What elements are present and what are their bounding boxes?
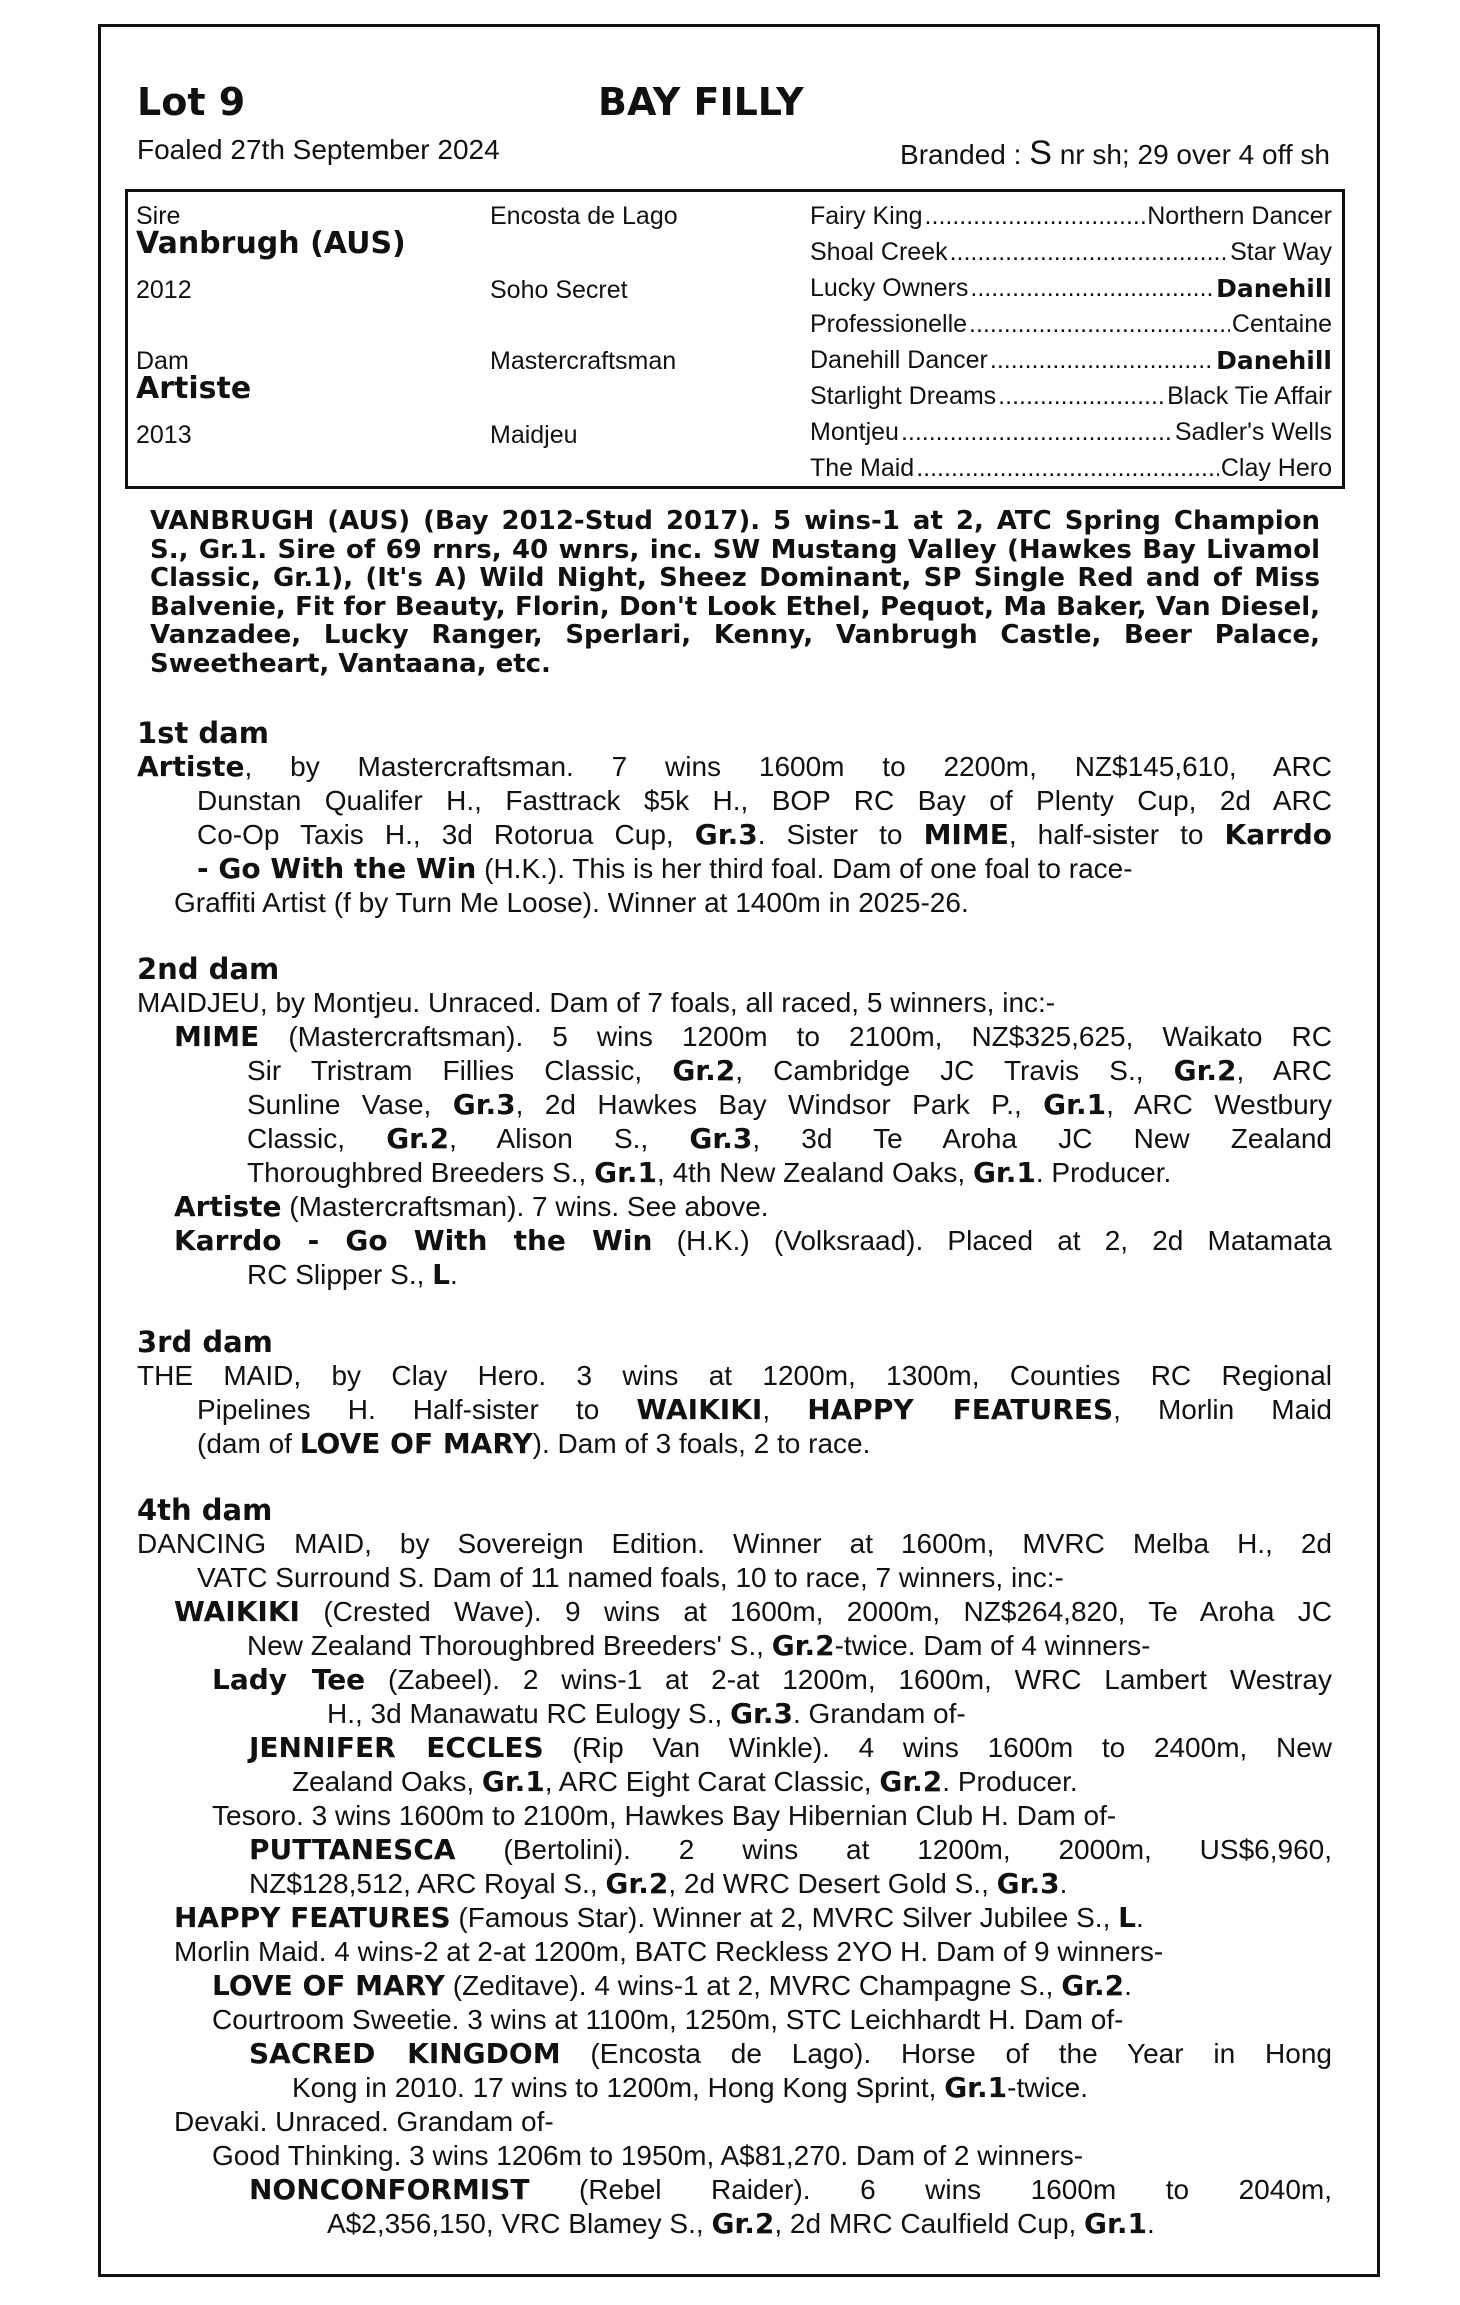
horse-name: WAIKIKI — [174, 1595, 300, 1628]
text-line — [137, 1088, 1332, 1122]
horse-name: WAIKIKI — [636, 1393, 763, 1426]
text: (dam of — [197, 1428, 300, 1459]
ancestor: The Maid — [810, 454, 915, 482]
text-line — [137, 1765, 1332, 1799]
text: (Crested Wave). 9 wins at 1600m, 2000m, NZ$264,820, Te Aroha JC — [299, 1596, 1332, 1627]
race-grade: Gr.1 — [1084, 2207, 1147, 2240]
horse-name: - Go With the Win — [197, 852, 477, 885]
brand-mark: S — [1029, 134, 1052, 172]
text: NZ$128,512, ARC Royal S., — [249, 1868, 606, 1899]
text: RC Slipper S., — [247, 1259, 433, 1290]
leader-dots — [950, 238, 1229, 267]
race-grade: Gr.2 — [672, 1054, 736, 1087]
text: , 3d Te Aroha JC New Zealand — [752, 1123, 1332, 1154]
text-line: Morlin Maid. 4 wins-2 at 2-at 1200m, BATC Reckless 2YO H. Dam of 9 winners- — [174, 1936, 1164, 1967]
text: A$2,356,150, VRC Blamey S., — [327, 2208, 712, 2239]
race-grade: Gr.3 — [694, 818, 758, 851]
text: Kong in 2010. 17 wins to 1200m, Hong Kong Sprint, — [292, 2072, 945, 2103]
sire-dam: Soho Secret — [490, 276, 628, 304]
race-grade: Gr.1 — [481, 1765, 545, 1798]
text-line — [137, 1054, 1332, 1088]
race-grade: Gr.3 — [730, 1697, 793, 1730]
ancestor-sire: Black Tie Affair — [1167, 382, 1332, 410]
text-line: Pipelines H. Half-sister to WAIKIKI, HAPPY FEATURES, Morlin Maid — [197, 1393, 1332, 1426]
text: , 2d MRC Caulfield Cup, — [774, 2208, 1085, 2239]
text: , ARC Westbury — [1106, 1089, 1332, 1120]
horse-name: Lady Tee — [212, 1663, 366, 1696]
horse-name: Karrdo - Go With the Win — [174, 1224, 653, 1257]
ancestor-sire: Clay Hero — [1220, 454, 1332, 482]
text-line — [137, 1901, 1332, 1935]
text: Classic, — [247, 1123, 387, 1154]
sire-year: 2012 — [136, 276, 192, 304]
horse-name: HAPPY FEATURES — [807, 1393, 1114, 1426]
brand-label: Branded : — [900, 139, 1022, 170]
race-grade: Gr.3 — [996, 1867, 1060, 1900]
text-line: THE MAID, by Clay Hero. 3 wins at 1200m, 1300m, Counties RC Regional — [137, 1360, 1332, 1391]
text: , 2d WRC Desert Gold S., — [668, 1868, 997, 1899]
horse-name: NONCONFORMIST — [249, 2173, 530, 2206]
text: (Bertolini). 2 wins at 1200m, 2000m, US$6,960, — [455, 1834, 1332, 1865]
ancestor: Lucky Owners — [810, 274, 969, 302]
foaled-date: Foaled 27th September 2024 — [137, 134, 500, 165]
sire-summary: VANBRUGH (AUS) (Bay 2012-Stud 2017). 5 wins-1 at 2, ATC Spring Champion S., Gr.1. Sire of 69 rnrs, 40 wnrs, inc. SW Mustang Valley (Hawkes Bay Livamol Classic, Gr.1), (It's A) Wild Night, Sheez Dominant, SP Single Red and of Miss Balvenie, Fit for Beauty, Florin, Don't Look Ethel, Pequot, Ma Baker, Van Diesel, Vanzadee, Lucky Ranger, Sperlari, Kenny, Vanbrugh Castle, Beer Palace, Sweetheart, Vantaana, etc. — [150, 506, 1320, 679]
section-heading: 3rd dam — [137, 1325, 273, 1359]
text: Zealand Oaks, — [292, 1766, 482, 1797]
pedigree-line — [810, 310, 1332, 339]
text: . Producer. — [1035, 1157, 1172, 1188]
horse-name: JENNIFER ECCLES — [249, 1731, 544, 1764]
leader-dots — [916, 454, 1219, 483]
text: , half-sister to — [1008, 819, 1225, 850]
dam-sire: Mastercraftsman — [490, 347, 677, 375]
text: (Mastercraftsman). 5 wins 1200m to 2100m, NZ$325,625, Waikato RC — [259, 1021, 1332, 1052]
text: (Rebel Raider). 6 wins 1600m to 2040m, — [529, 2174, 1332, 2205]
horse-name: HAPPY FEATURES — [174, 1901, 451, 1934]
horse-name: LOVE OF MARY — [299, 1427, 533, 1460]
text-line — [137, 2071, 1332, 2105]
text: (Mastercraftsman). 7 wins. See above. — [281, 1191, 769, 1222]
text-line: Dunstan Qualifer H., Fasttrack $5k H., BOP RC Bay of Plenty Cup, 2d ARC — [197, 785, 1332, 816]
ancestor: Montjeu — [810, 418, 899, 446]
race-grade: L — [432, 1258, 451, 1291]
pedigree-line — [810, 454, 1332, 483]
text: Pipelines H. Half-sister to — [197, 1394, 637, 1425]
fourth-dam-section — [137, 1493, 1332, 2241]
race-grade: Gr.2 — [879, 1765, 943, 1798]
ancestor: Danehill Dancer — [810, 346, 988, 374]
text: , Morlin Maid — [1113, 1394, 1332, 1425]
leader-dots — [901, 418, 1173, 447]
pedigree-line — [810, 418, 1332, 447]
race-grade: Gr.1 — [1043, 1088, 1107, 1121]
race-grade: Gr.1 — [594, 1156, 658, 1189]
ancestor: Shoal Creek — [810, 238, 948, 266]
third-dam-section — [137, 1325, 1332, 1461]
text-line — [137, 1595, 1332, 1629]
ancestor-sire: Danehill — [1216, 346, 1332, 375]
leader-dots — [990, 346, 1214, 375]
text-line — [137, 1833, 1332, 1867]
text: . — [1124, 1970, 1132, 2001]
dam-label: Dam — [136, 347, 189, 375]
text-line — [137, 1190, 1332, 1224]
text-line — [137, 1697, 1332, 1731]
text-line — [137, 1867, 1332, 1901]
text-line: VATC Surround S. Dam of 11 named foals, 10 to race, 7 winners, inc:- — [197, 1562, 1064, 1593]
ancestor-sire: Northern Dancer — [1147, 202, 1332, 230]
dam-dam: Maidjeu — [490, 421, 578, 449]
text-line — [137, 2173, 1332, 2207]
ancestor-sire: Sadler's Wells — [1174, 418, 1332, 446]
ancestor: Starlight Dreams — [810, 382, 997, 410]
ancestor: Fairy King — [810, 202, 923, 230]
text: , by Mastercraftsman. 7 wins 1600m to 2200m, NZ$145,610, ARC — [244, 751, 1332, 782]
text-line: Good Thinking. 3 wins 1206m to 1950m, A$81,270. Dam of 2 winners- — [212, 2140, 1084, 2171]
text: . — [450, 1259, 458, 1290]
text-line: Devaki. Unraced. Grandam of- — [174, 2106, 554, 2137]
text: Co-Op Taxis H., 3d Rotorua Cup, — [197, 819, 695, 850]
section-heading: 4th dam — [137, 1493, 273, 1527]
dam-name: Artiste — [136, 371, 252, 406]
text-line — [137, 750, 1332, 784]
text: . — [1059, 1868, 1068, 1899]
text-line: Tesoro. 3 wins 1600m to 2100m, Hawkes Bay Hibernian Club H. Dam of- — [212, 1800, 1117, 1831]
text: -twice. — [1007, 2072, 1089, 2103]
text-line — [137, 1224, 1332, 1258]
text: . Producer. — [942, 1766, 1078, 1797]
text: , Cambridge JC Travis S., — [735, 1055, 1174, 1086]
text-line — [137, 852, 1332, 886]
text-line — [137, 2037, 1332, 2071]
text-line — [137, 1427, 1332, 1461]
text: New Zealand Thoroughbred Breeders' S., — [247, 1630, 772, 1661]
sire-name: Vanbrugh (AUS) — [136, 226, 406, 261]
text: , ARC Eight Carat Classic, — [544, 1766, 880, 1797]
leader-dots — [998, 382, 1165, 411]
sire-label: Sire — [136, 202, 181, 230]
race-grade: Gr.1 — [972, 1156, 1036, 1189]
race-grade: L — [1118, 1901, 1136, 1934]
text: (Rip Van Winkle). 4 wins 1600m to 2400m, New — [543, 1732, 1332, 1763]
pedigree-line — [810, 274, 1332, 303]
text-line — [137, 818, 1332, 852]
text: Sir Tristram Fillies Classic, — [247, 1055, 673, 1086]
race-grade: Gr.2 — [1173, 1054, 1237, 1087]
pedigree-line — [810, 346, 1332, 375]
second-dam-section — [137, 952, 1332, 1292]
pedigree-line — [810, 202, 1332, 231]
race-grade: Gr.2 — [1061, 1969, 1125, 2002]
leader-dots — [969, 310, 1230, 339]
horse-description: BAY FILLY — [598, 80, 804, 124]
horse-name: Artiste — [137, 750, 245, 783]
race-grade: Gr.2 — [711, 2207, 775, 2240]
pedigree-line — [810, 382, 1332, 411]
horse-name: LOVE OF MARY — [212, 1969, 445, 2002]
text-line — [137, 1258, 1332, 1292]
text-line — [137, 2207, 1332, 2241]
first-dam-section — [137, 716, 1332, 920]
text: ). Dam of 3 foals, 2 to race. — [532, 1428, 871, 1459]
horse-name: SACRED KINGDOM — [249, 2037, 561, 2070]
horse-name: Karrdo — [1224, 818, 1332, 851]
text: , 4th New Zealand Oaks, — [657, 1157, 973, 1188]
text: , 2d Hawkes Bay Windsor Park P., — [515, 1089, 1044, 1120]
text: (Encosta de Lago). Horse of the Year in Hong — [560, 2038, 1332, 2069]
text: (H.K.). This is her third foal. Dam of one foal to race- — [476, 853, 1133, 884]
brand-info — [900, 134, 1330, 173]
text-line — [137, 1663, 1332, 1697]
race-grade: Gr.1 — [944, 2071, 1008, 2104]
text-line — [137, 1020, 1332, 1054]
text: . Sister to — [757, 819, 924, 850]
text-line — [137, 1156, 1332, 1190]
text-line — [137, 1731, 1332, 1765]
sire-sire: Encosta de Lago — [490, 202, 678, 230]
brand-description: nr sh; 29 over 4 off sh — [1059, 139, 1330, 170]
ancestor-sire: Danehill — [1216, 274, 1332, 303]
text-line — [137, 1629, 1332, 1663]
ancestor-sire: Star Way — [1230, 238, 1332, 266]
text-line: DANCING MAID, by Sovereign Edition. Winner at 1600m, MVRC Melba H., 2d — [137, 1528, 1332, 1559]
horse-name: MIME — [174, 1020, 260, 1053]
section-heading: 1st dam — [137, 716, 269, 750]
text: Sunline Vase, — [247, 1089, 453, 1120]
race-grade: Gr.2 — [605, 1867, 669, 1900]
pedigree-line — [810, 238, 1332, 267]
race-grade: Gr.2 — [771, 1629, 835, 1662]
ancestor: Professionelle — [810, 310, 968, 338]
section-heading: 2nd dam — [137, 952, 280, 986]
dam-year: 2013 — [136, 421, 192, 449]
horse-name: PUTTANESCA — [249, 1833, 456, 1866]
text: Thoroughbred Breeders S., — [247, 1157, 595, 1188]
pedigree-table — [125, 189, 1345, 489]
race-grade: Gr.3 — [689, 1122, 753, 1155]
text-line — [137, 1969, 1332, 2003]
race-grade: Gr.3 — [452, 1088, 516, 1121]
text: (H.K.) (Volksraad). Placed at 2, 2d Matamata — [652, 1225, 1332, 1256]
text: (Zeditave). 4 wins-1 at 2, MVRC Champagne S., — [444, 1970, 1062, 2001]
ancestor-sire: Centaine — [1231, 310, 1332, 338]
text: H., 3d Manawatu RC Eulogy S., — [327, 1698, 731, 1729]
text: -twice. Dam of 4 winners- — [834, 1630, 1151, 1661]
text: , ARC — [1236, 1055, 1332, 1086]
race-grade: Gr.2 — [386, 1122, 450, 1155]
text: (Zabeel). 2 wins-1 at 2-at 1200m, 1600m, WRC Lambert Westray — [365, 1664, 1332, 1695]
text: , Alison S., — [449, 1123, 690, 1154]
horse-name: MIME — [923, 818, 1009, 851]
text: (Famous Star). Winner at 2, MVRC Silver Jubilee S., — [450, 1902, 1119, 1933]
horse-name: Artiste — [174, 1190, 282, 1223]
text-line: Graffiti Artist (f by Turn Me Loose). Winner at 1400m in 2025-26. — [174, 887, 969, 918]
text: . — [1135, 1902, 1144, 1933]
text: . — [1146, 2208, 1155, 2239]
text-line — [137, 1122, 1332, 1156]
text-line: Courtroom Sweetie. 3 wins at 1100m, 1250m, STC Leichhardt H. Dam of- — [212, 2004, 1124, 2035]
leader-dots — [970, 274, 1214, 303]
lot-number: Lot 9 — [137, 80, 246, 124]
text-line: MAIDJEU, by Montjeu. Unraced. Dam of 7 foals, all raced, 5 winners, inc:- — [137, 987, 1056, 1018]
text: . Grandam of- — [793, 1698, 966, 1729]
leader-dots — [925, 202, 1146, 231]
